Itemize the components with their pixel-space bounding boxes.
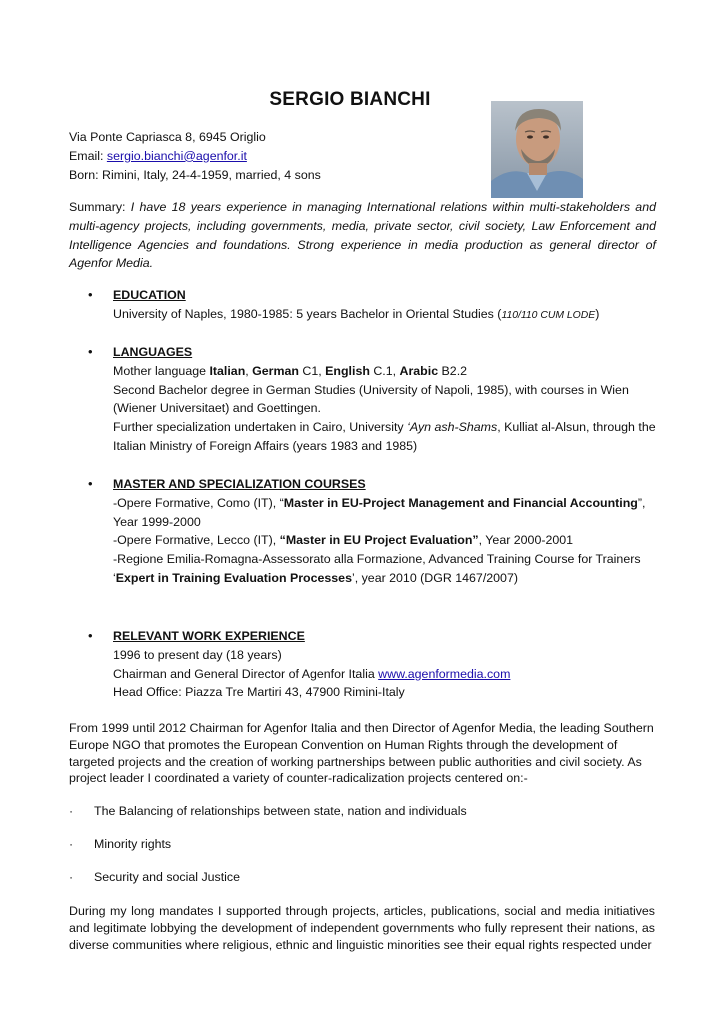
education-degree: University of Naples, 1980-1985: 5 years Bachelor in Oriental Studies ( <box>113 306 502 321</box>
master-line-4 <box>113 569 658 588</box>
cairo-a: Further specialization undertaken in Cairo, University <box>113 420 408 435</box>
list-item-text: Security and social Justice <box>94 870 241 884</box>
languages-title: LANGUAGES <box>113 345 193 359</box>
bullet-icon: • <box>88 287 93 302</box>
portrait-image <box>491 101 583 198</box>
master-l2-a: -Opere Formative, Lecco (IT), <box>113 533 280 548</box>
mother-language-line <box>113 362 658 381</box>
work-role: Chairman and General Director of Agenfor Italia <box>113 666 379 681</box>
lang-arabic: Arabic <box>399 363 439 378</box>
body-paragraph-1: From 1999 until 2012 Chairman for Agenfor Italia and then Director of Agenfor Media, the leading Southern Europe NGO that promotes the European Convention on Human Rights through the development of targeted projects and the creation of working partnerships between public authorities and civil society. As project leader I coordinated a variety of counter-radicalization projects centered on:- <box>69 721 654 786</box>
master-l4-a: ‘ <box>113 570 116 585</box>
list-item <box>69 836 171 852</box>
profile-photo <box>491 101 583 198</box>
summary-text: I have 18 years experience in managing International relations within multi-stakeholders and multi-agency projects, including governments, media, private sector, civil society, Law Enforcement and Intelligence Agencies and foundations. Strong experience in media production as general director of Agenfor Media. <box>69 200 656 271</box>
work-line-2 <box>113 665 658 684</box>
languages-section <box>88 343 658 456</box>
cairo-b: , Kulliat al-Alsun, through the Italian Ministry of Foreign Affairs (years 1983 and 1985) <box>113 420 656 453</box>
summary <box>69 198 656 273</box>
lang-german-level: C1, <box>298 363 326 378</box>
contact-block <box>69 128 321 184</box>
master-l4-b: ’, year 2010 (DGR 1467/2007) <box>351 570 518 585</box>
master-section <box>88 475 658 588</box>
work-line-1: 1996 to present day (18 years) <box>113 647 282 662</box>
lang-english-level: C.1, <box>369 363 400 378</box>
summary-label: Summary: <box>69 200 131 214</box>
address: Via Ponte Capriasca 8, 6945 Origlio <box>69 130 266 144</box>
work-line-3: Head Office: Piazza Tre Martiri 43, 47900 Rimini-Italy <box>113 685 405 700</box>
mother-prefix: Mother language <box>113 363 210 378</box>
cairo-specialization <box>113 418 658 456</box>
email-label: Email: <box>69 148 107 163</box>
email-line <box>69 147 321 166</box>
master-l1-a: -Opere Formative, Como (IT), “ <box>113 495 284 510</box>
list-item-text: The Balancing of relationships between state, nation and individuals <box>94 804 467 818</box>
master-line-1 <box>113 494 658 532</box>
bullet-icon: • <box>88 476 93 491</box>
lang-sep: , <box>245 363 253 378</box>
lang-german: German <box>252 363 299 378</box>
birth-info: Born: Rimini, Italy, 24-4-1959, married, 4 sons <box>69 167 321 182</box>
master-l2-bold: “Master in EU Project Evaluation” <box>279 533 479 548</box>
education-honors: 110/110 CUM LODE <box>501 309 596 321</box>
education-line <box>113 305 658 326</box>
work-title: RELEVANT WORK EXPERIENCE <box>113 629 305 643</box>
bullet-icon: • <box>88 344 93 359</box>
master-line-3: -Regione Emilia-Romagna-Assessorato alla Formazione, Advanced Training Course for Trainers <box>113 552 641 567</box>
education-section <box>88 286 658 326</box>
master-l1-b: ”, Year 1999-2000 <box>113 495 646 529</box>
lang-english: English <box>325 363 370 378</box>
master-l2-b: , Year 2000-2001 <box>478 533 574 548</box>
dot-bullet-icon: · <box>69 870 74 884</box>
work-section <box>88 627 658 702</box>
list-item <box>69 869 240 885</box>
education-close: ) <box>595 306 600 321</box>
master-title: MASTER AND SPECIALIZATION COURSES <box>113 477 366 491</box>
master-l1-bold: Master in EU-Project Management and Financial Accounting <box>283 495 638 510</box>
lang-italian: Italian <box>209 363 246 378</box>
cairo-university: ‘Ayn ash-Shams <box>407 420 498 435</box>
agenfor-link[interactable]: www.agenformedia.com <box>378 666 511 681</box>
list-item <box>69 803 467 819</box>
master-l4-bold: Expert in Training Evaluation Processes <box>115 570 352 585</box>
body-paragraph-2: During my long mandates I supported through projects, articles, publications, social and media initiatives and legitimate lobbying the development of independent governments who fully represent their nations, as diverse communities where religious, ethnic and linguistic minorities see their equal rights respected under <box>69 904 655 952</box>
second-bachelor: Second Bachelor degree in German Studies (University of Napoli, 1985), with courses in Wien (Wiener Universitaet) and Goettingen. <box>113 382 629 416</box>
email-link[interactable]: sergio.bianchi@agenfor.it <box>106 148 247 163</box>
dot-bullet-icon: · <box>69 804 74 818</box>
bullet-icon: • <box>88 628 93 643</box>
lang-arabic-level: B2.2 <box>438 363 468 378</box>
dot-bullet-icon: · <box>69 837 74 851</box>
education-title: EDUCATION <box>113 288 186 302</box>
cv-name: SERGIO BIANCHI <box>269 89 431 110</box>
master-line-2 <box>113 531 658 550</box>
list-item-text: Minority rights <box>94 837 172 851</box>
